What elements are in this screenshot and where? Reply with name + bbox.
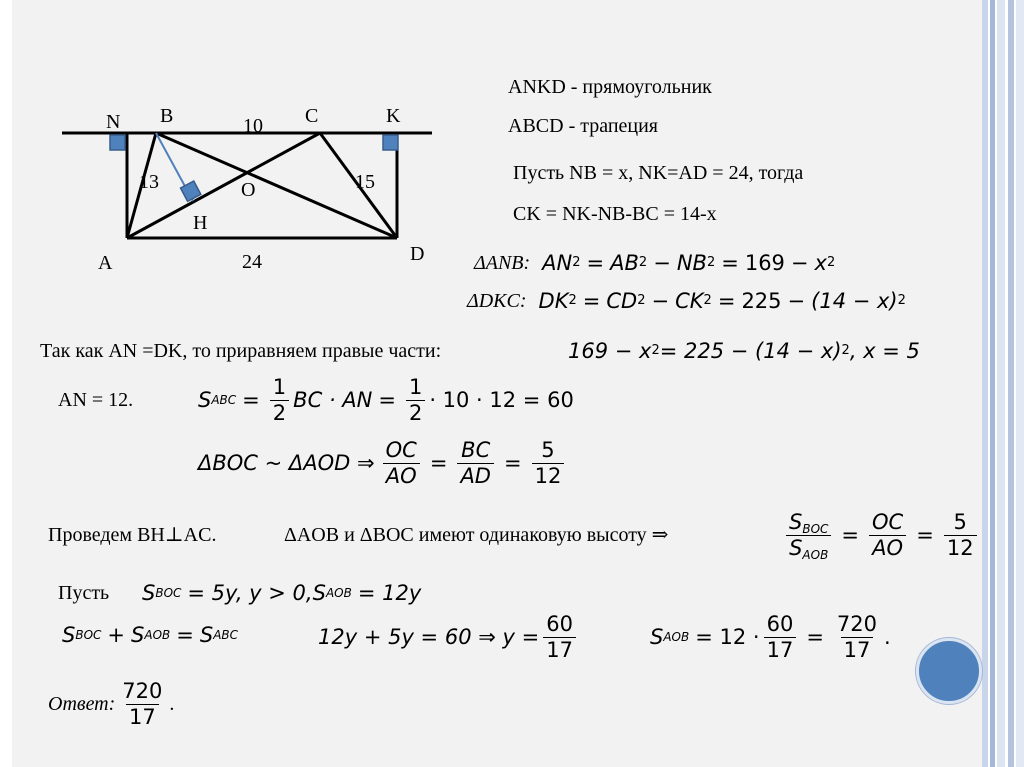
- right-edge-stripe-5: [1016, 0, 1024, 767]
- decorative-circle: [916, 638, 982, 704]
- let-formula: S BOC = 5y, y > 0, S AOB = 12y: [142, 580, 422, 605]
- an-value-text: AN = 12.: [58, 389, 134, 411]
- term-an: AN: [542, 250, 573, 275]
- point-label-b: B: [160, 105, 174, 127]
- point-label-k: K: [386, 105, 401, 127]
- term-ab: AB: [610, 250, 639, 275]
- value-169: 169: [744, 250, 785, 275]
- right-angle-k-marker: [383, 135, 398, 150]
- point-label-o: O: [241, 179, 256, 201]
- equation-dkc: ΔDKC: DK 2 = CD 2 − CK 2 = 225 − (14 − x) 2: [467, 288, 906, 313]
- point-label-d: D: [410, 243, 425, 265]
- point-label-c: C: [305, 105, 319, 127]
- area-abc-formula: S ABC = $\frac{1}{2}$ BC · AN = $\frac{1}{2}$ · 10 · 12 = 60: [198, 374, 574, 425]
- value-225: 225: [741, 288, 782, 313]
- answer-label: Ответ:: [48, 693, 116, 715]
- fact-trapezoid: ABCD - трапеция: [508, 115, 659, 137]
- right-edge-stripe-1: [982, 0, 988, 767]
- equal-height-text: ΔAOB и ΔBOC имеют одинаковую высоту ⇒: [284, 524, 669, 546]
- height-text: Проведем BH⊥AC.: [48, 524, 217, 546]
- equate-equation: 169 − x 2 = 225 − (14 − x) 2 , x = 5: [568, 338, 920, 363]
- right-edge-stripe-2: [990, 0, 995, 767]
- point-label-n: N: [106, 111, 121, 133]
- length-label-cd: 15: [355, 171, 375, 193]
- point-label-h: H: [193, 212, 208, 234]
- equation-anb: ΔANB: AN 2 = AB 2 − NB 2 = 169 − x 2: [474, 250, 836, 275]
- fact-ck: CK = NK-NB-BC = 14-x: [513, 203, 717, 225]
- let-text: Пусть: [58, 582, 110, 604]
- fact-let-nb: Пусть NB = x, NK=AD = 24, тогда: [513, 162, 804, 184]
- term-nb: NB: [676, 250, 707, 275]
- equation-anb-label: ΔANB:: [474, 252, 531, 274]
- term-ck: CK: [675, 288, 704, 313]
- right-edge-stripe-3: [997, 0, 1005, 767]
- area-ratio-formula: $\frac{S_{BOC}}{S_{AOB}}$ = $\frac{OC}{AO}$ = $\frac{5}{12}$: [782, 506, 981, 564]
- sum-formula: S BOC + S AOB = S ABC: [62, 622, 239, 647]
- fact-rectangle: ANKD - прямоугольник: [508, 76, 712, 98]
- area-aob-formula: S AOB = 12 · $\frac{60}{17}$ = $\frac{720}{17}$ .: [650, 611, 891, 662]
- answer-denominator: 17: [126, 704, 159, 728]
- equation-dkc-label: ΔDKC:: [467, 290, 527, 312]
- length-label-bc: 10: [243, 115, 263, 137]
- trapezoid-diagram: [0, 0, 470, 300]
- equate-text: Так как AN =DK, то приравняем правые части:: [40, 340, 442, 362]
- right-edge-stripe-4: [1008, 0, 1014, 767]
- answer-numerator: 720: [122, 678, 163, 703]
- similarity-formula: ΔBOC ~ ΔAOD ⇒ $\frac{OC}{AO}$ = $\frac{BC}{AD}$ = $\frac{5}{12}$: [198, 434, 568, 492]
- point-label-a: A: [98, 252, 113, 274]
- term-dk: DK: [538, 288, 569, 313]
- length-label-ab: 13: [139, 171, 159, 193]
- answer: Ответ: $\frac{720}{17}$ .: [48, 678, 175, 729]
- term-cd: CD: [606, 288, 638, 313]
- length-label-ad: 24: [242, 251, 262, 273]
- right-angle-n-marker: [110, 135, 125, 150]
- similarity-lhs: ΔBOC ~ ΔAOD ⇒: [198, 450, 375, 475]
- solve-y-formula: 12y + 5y = 60 ⇒ y = $\frac{60}{17}$: [318, 608, 580, 666]
